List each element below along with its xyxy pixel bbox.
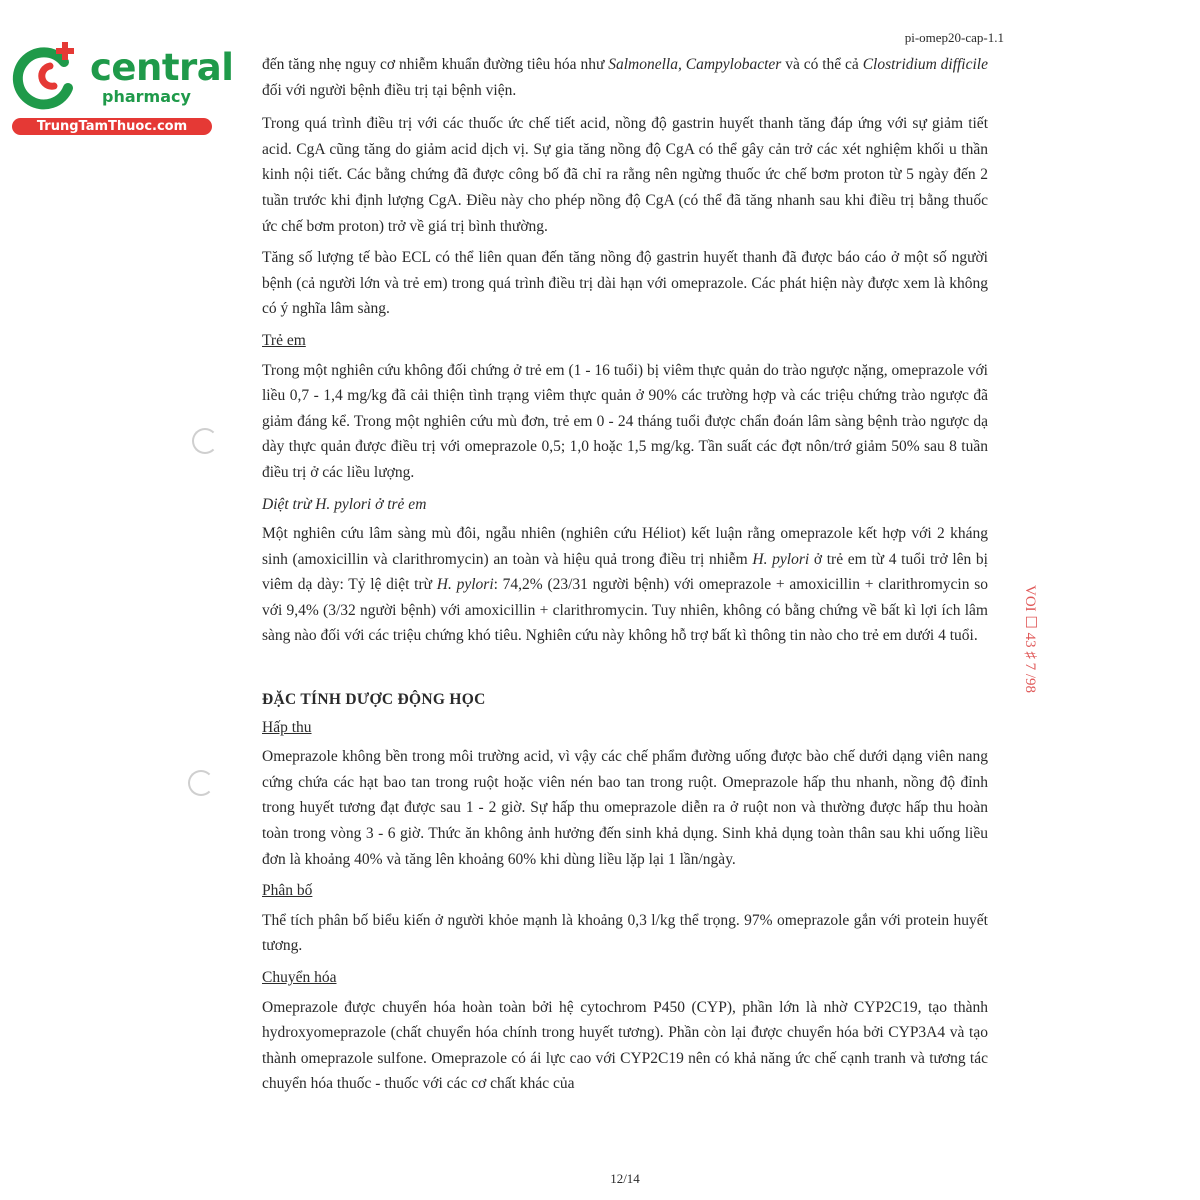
italic-bacteria-2: Clostridium difficile — [862, 56, 988, 73]
logo-brand: central — [90, 46, 234, 89]
punch-hole-top — [192, 428, 218, 454]
logo-site-bar: TrungTamThuoc.com — [12, 118, 212, 135]
subheading-distribution: Phân bố — [262, 882, 313, 900]
subheading-metabolism: Chuyển hóa — [262, 969, 337, 986]
red-stamp — [1010, 585, 1038, 745]
subheading-hpylori-children: Diệt trừ H. pylori ở trẻ em — [262, 495, 427, 513]
subheading-children: Trẻ em — [262, 331, 306, 349]
paragraph-gastrin-cga: Trong quá trình điều trị với các thuốc ức chế tiết acid, nồng độ gastrin huyết thanh tăng đáp ứng với sự giảm tiết acid. CgA cũng tăng do giảm acid dịch vị. Sự gia tăng nồng độ CgA có thể gây cản trở các xét nghiệm khối u thần kinh nội tiết. Các bằng chứng đã được công bố đã chỉ ra rằng nên ngừng thuốc ức chế bơm proton từ 5 ngày đến 2 tuần trước khi định lượng CgA. Điều này cho phép nồng độ CgA (có thể đã tăng nhanh sau khi điều trị bằng thuốc ức chế bơm proton) trở về giá trị bình thường. — [262, 115, 988, 235]
paragraph-infection-risk: đến tăng nhẹ nguy cơ nhiễm khuẩn đường tiêu hóa như Salmonella, Campylobacter và có thể cả Clostridium difficile đối với người bệnh điều trị tại bệnh viện. — [262, 56, 988, 99]
logo-mark-icon — [10, 36, 90, 116]
paragraph-heliot-study: Một nghiên cứu lâm sàng mù đôi, ngẫu nhiên (nghiên cứu Héliot) kết luận rằng omeprazole kết hợp với 2 kháng sinh (amoxicillin và clarithromycin) an toàn và hiệu quả trong điều trị nhiễm H. pylori ở trẻ em từ 4 tuổi trở lên bị viêm dạ dày: Tỷ lệ diệt trừ H. pylori: 74,2% (23/31 người bệnh) với omeprazole + amoxicillin + clarithromycin so với 9,4% (3/32 người bệnh) với amoxicillin + clarithromycin. Tuy nhiên, không có bằng chứng về bất kì lợi ích lâm sàng nào đối với các triệu chứng khó tiêu. Nghiên cứu này không hỗ trợ bất kì thông tin nào cho trẻ em dưới 4 tuổi. — [262, 525, 988, 645]
punch-hole-bottom — [188, 770, 214, 796]
paragraph-distribution: Thể tích phân bố biểu kiến ở người khỏe mạnh là khoảng 0,3 l/kg thể trọng. 97% omeprazole gắn với protein huyết tương. — [262, 911, 988, 955]
paragraph-children-study: Trong một nghiên cứu không đối chứng ở trẻ em (1 - 16 tuổi) bị viêm thực quản do trào ngược nặng, omeprazole với liều 0,7 - 1,4 mg/kg đã cải thiện tình trạng viêm thực quản ở 90% các trường hợp và các triệu chứng trào ngược đã giảm đáng kể. Trong một nghiên cứu mù đơn, trẻ em 0 - 24 tháng tuổi được chẩn đoán lâm sàng bệnh trào ngược dạ dày thực quản được điều trị với omeprazole 0,5; 1,0 hoặc 1,5 mg/kg. Tần suất các đợt nôn/trớ giảm 50% sau 8 tuần điều trị ở các liều lượng. — [262, 361, 988, 481]
paragraph-absorption: Omeprazole không bền trong môi trường acid, vì vậy các chế phẩm đường uống được bào chế dưới dạng viên nang cứng chứa các hạt bao tan trong ruột hoặc viên nén bao tan trong ruột. Omeprazole hấp thu nhanh, nồng độ đỉnh trong huyết tương đạt được sau 1 - 2 giờ. Sự hấp thu omeprazole diễn ra ở ruột non và thường được hấp thu hoàn toàn trong vòng 3 - 6 giờ. Thức ăn không ảnh hưởng đến sinh khả dụng. Sinh khả dụng toàn thân sau khi uống liều đơn là khoảng 40% và tăng lên khoảng 60% khi dùng liều lặp lại 1 lần/ngày. — [262, 748, 988, 868]
section-heading-pharmacokinetics: ĐẶC TÍNH DƯỢC ĐỘNG HỌC — [262, 691, 486, 709]
page-number: 12/14 — [610, 1171, 640, 1186]
paragraph-ecl-cells: Tăng số lượng tế bào ECL có thể liên quan đến tăng nồng độ gastrin huyết thanh đã được báo cáo ở một số người bệnh (cả người lớn và trẻ em) trong quá trình điều trị dài hạn với omeprazole. Các phát hiện này được xem là không có ý nghĩa lâm sàng. — [262, 249, 988, 318]
logo-sub: pharmacy — [102, 87, 191, 106]
paragraph-metabolism: Omeprazole được chuyển hóa hoàn toàn bởi hệ cytochrom P450 (CYP), phần lớn là nhờ CYP2C19, tạo thành hydroxyomeprazole (chất chuyển hóa chính trong huyết tương). Phần còn lại được chuyển hóa bởi CYP3A4 và tạo thành omeprazole sulfone. Omeprazole có ái lực cao với CYP2C19 nên có khả năng ức chế cạnh tranh và tương tác chuyển hóa thuốc - thuốc với các cơ chất khác của — [262, 998, 988, 1093]
subheading-absorption: Hấp thu — [262, 718, 312, 736]
stamp-text: VOI ☐ 43 ♯ 7 /98 — [1022, 585, 1038, 694]
central-pharmacy-logo[interactable] — [10, 36, 234, 136]
document-code: pi-omep20-cap-1.1 — [904, 30, 1004, 45]
document-body — [262, 52, 988, 1103]
italic-bacteria-1: Salmonella, Campylobacter — [608, 56, 782, 73]
